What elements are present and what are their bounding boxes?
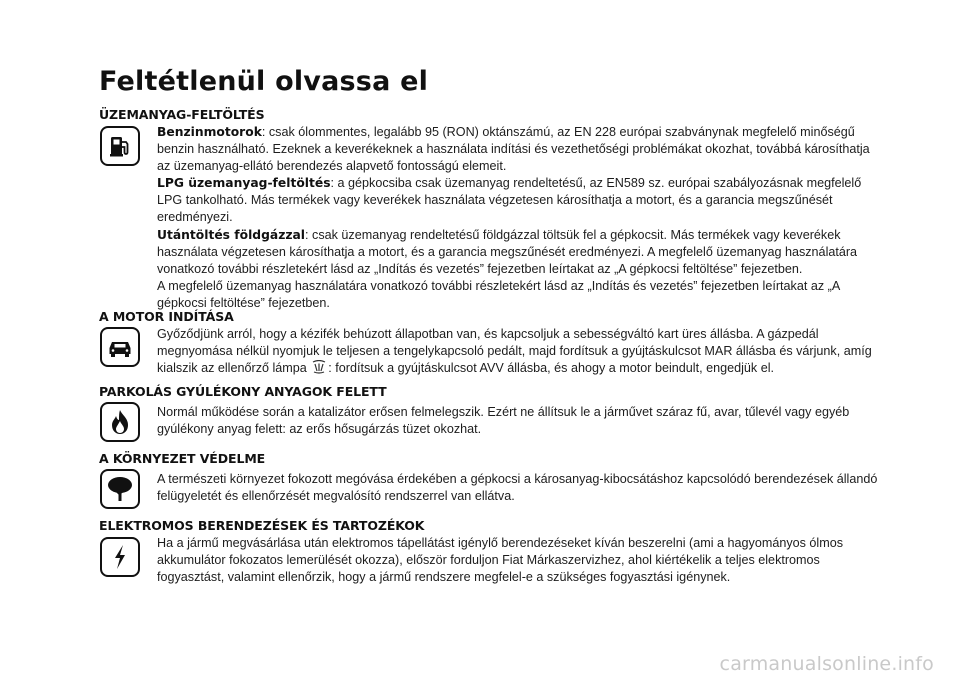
paragraph: Ha a jármű megvásárlása után elektromos tápellátást igénylő berendezéseket kíván beszerelni (ami a hagyományos ólmos akkumulátor fokozatos lemerülését okozza), először forduljon Fiat Márkaszervizhez, ahol kiértékelik a teljes elektromos fogyasztást, valamint ellenőrzik, hogy a jármű rendszere megfelel-e a szükséges fogyasztási igénynek. bbox=[157, 536, 844, 585]
section-body-electrical bbox=[157, 535, 879, 586]
section-heading-parking: PARKOLÁS GYÚLÉKONY ANYAGOK FELETT bbox=[99, 384, 387, 399]
bold-lead: LPG üzemanyag-feltöltés bbox=[157, 176, 331, 191]
section-heading-electrical: ELEKTROMOS BERENDEZÉSEK ÉS TARTOZÉKOK bbox=[99, 518, 425, 533]
section-heading-engine-start: A MOTOR INDÍTÁSA bbox=[99, 309, 234, 324]
fire-icon bbox=[100, 402, 140, 442]
paragraph-text: : a gépkocsiba csak üzemanyag rendeltetésű, az EN589 sz. európai szabályozásnak megfelelő LPG tankolható. Más termékek vagy keverékek használata végzetesen károsíthatja a motort, és a garancia megszűnését eredményezi. bbox=[157, 176, 862, 225]
section-body-parking bbox=[157, 404, 879, 438]
paragraph-text: : fordítsuk a gyújtáskulcsot AVV állásba, és ahogy a motor beindult, engedjük el. bbox=[328, 361, 775, 376]
paragraph: A természeti környezet fokozott megóvása érdekében a gépkocsi a károsanyag-kibocsátáshoz kapcsolódó berendezések állandó felügyeletét és ellenőrzését megvalósító rendszerrel van ellátva. bbox=[157, 472, 878, 504]
bold-lead: Benzinmotorok bbox=[157, 125, 262, 139]
watermark: carmanualsonline.info bbox=[719, 653, 934, 675]
section-body-engine-start bbox=[157, 326, 879, 377]
glow-plug-warning-icon bbox=[311, 360, 327, 375]
bold-lead: Utántöltés földgázzal bbox=[157, 227, 306, 242]
tree-icon bbox=[100, 469, 140, 509]
section-body-environment bbox=[157, 471, 879, 505]
paragraph bbox=[157, 278, 879, 312]
section-body-fuel bbox=[157, 124, 879, 312]
lightning-icon bbox=[100, 537, 140, 577]
fuel-pump-icon bbox=[100, 126, 140, 166]
paragraph-text: : csak üzemanyag rendeltetésű földgázzal töltsük fel a gépkocsit. Más termékek vagy keverékek használata végzetesen károsíthatja a motort, és a garancia megszűnését eredményezi. A megfelelő üzemanyag használatára vonatkozó további részletekért lásd az „Indítás és vezetés” fejezetben leírtakat az „A gépkocsi feltöltése” fejezetben. bbox=[157, 227, 858, 276]
paragraph-text: : csak ólommentes, legalább 95 (RON) oktánszámú, az EN 228 európai szabványnak megfelelő minőségű benzin használható. Ezeknek a keverékeknek a használata indítási és vezethetőségi problémákat okozhat, továbbá károsíthatja az üzemanyag-ellátó berendezés alapvető fontosságú elemeit. bbox=[157, 125, 870, 174]
section-heading-environment: A KÖRNYEZET VÉDELME bbox=[99, 451, 266, 466]
page-title: Feltétlenül olvassa el bbox=[99, 66, 429, 97]
paragraph bbox=[157, 124, 879, 175]
paragraph bbox=[157, 227, 879, 278]
paragraph bbox=[157, 326, 879, 377]
paragraph bbox=[157, 175, 879, 226]
car-icon bbox=[100, 327, 140, 367]
paragraph-text: A megfelelő üzemanyag használatára vonatkozó további részletekért lásd az „Indítás és vezetés” fejezetben leírtakat az „A gépkocsi feltöltése” fejezetben. bbox=[157, 278, 840, 310]
paragraph: Normál működése során a katalizátor erősen felmelegszik. Ezért ne állítsuk le a járművet száraz fű, avar, tűlevél vagy egyéb gyúlékony anyag felett: az erős hősugárzás tüzet okozhat. bbox=[157, 405, 850, 437]
section-heading-fuel: ÜZEMANYAG-FELTÖLTÉS bbox=[99, 107, 265, 122]
paragraph-text: Győződjünk arról, hogy a kézifék behúzott állapotban van, és kapcsoljuk a sebességváltó kart üres állásba. A gázpedál megnyomása nélkül nyomjuk le teljesen a tengelykapcsoló pedált, majd fordítsuk a gyújtáskulcsot MAR állásba és várjunk, amíg kialszik az ellenőrző lámpa bbox=[157, 327, 872, 376]
